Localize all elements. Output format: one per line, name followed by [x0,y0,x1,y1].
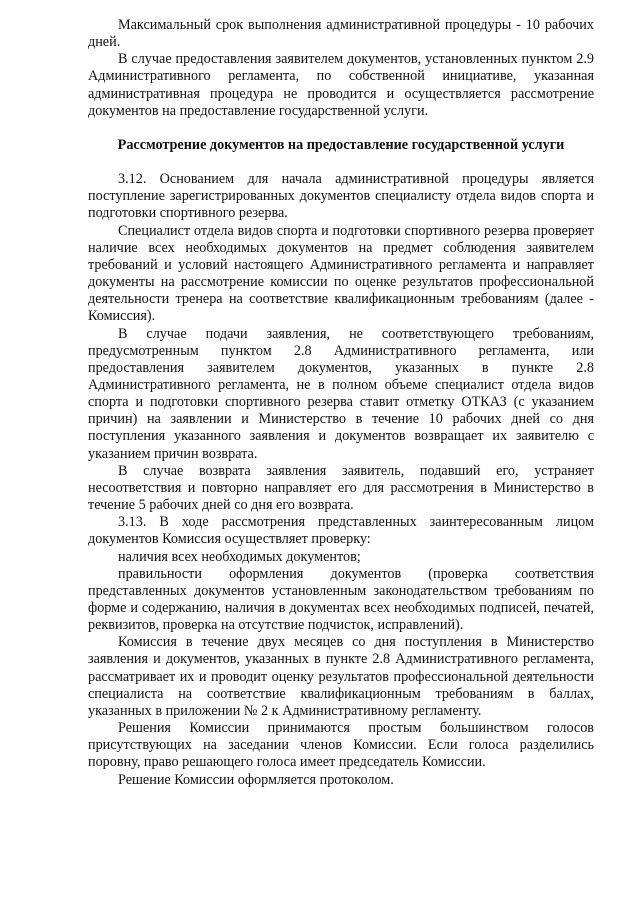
paragraph-refusal: В случае подачи заявления, не соответствующего требованиям, предусмотренным пунктом 2.8 Административного регламента, или предоставления заявителем документов, указанных в пункте 2.8 Административного регламента, не в полном объеме специалист отдела видов спорта и подготовки спортивного резерва ставит отметку ОТКАЗ (с указанием причин) на заявлении и Министерство в течение 10 рабочих дней со дня поступления указанного заявления и документов возвращает их заявителю с указанием причин возврата. [88,325,594,462]
paragraph-commission-review: Комиссия в течение двух месяцев со дня поступления в Министерство заявления и документов, указанных в пункте 2.8 Административного регламента, рассматривает их и проводит оценку результатов профессиональной деятельности специалиста на соответствие квалификационным требованиям в баллах, указанных в приложении № 2 к Административному регламенту. [88,634,594,719]
paragraph-max-term: Максимальный срок выполнения административной процедуры - 10 рабочих дней. [88,17,594,51]
paragraph-return: В случае возврата заявления заявитель, подавший его, устраняет несоответствия и повторно направляет его для рассмотрения в Министерство в течение 5 рабочих дней со дня его возврата. [88,462,594,514]
paragraph-specialist-check: Специалист отдела видов спорта и подготовки спортивного резерва проверяет наличие всех необходимых документов на предмет соблюдения заявителем требований и условий настоящего Административного регламента и направляет документы на рассмотрение комиссии по оценке результатов профессиональной деятельности тренера на соответствие квалификационным требованиям (далее - Комиссия). [88,222,594,325]
paragraph-check-presence: наличия всех необходимых документов; [118,548,361,565]
paragraph-decisions: Решения Комиссии принимаются простым большинством голосов присутствующих на заседании членов Комиссии. Если голоса разделились поровну, право решающего голоса имеет председатель Комиссии. [88,720,594,771]
paragraph-3-12: 3.12. Основанием для начала административной процедуры является поступление зарегистрированных документов специалисту отдела видов спорта и подготовки спортивного резерва. [88,171,594,222]
paragraph-check-correctness: правильности оформления документов (проверка соответствия представленных документов установленным законодательством требованиям по форме и содержанию, наличия в документах всех необходимых подписей, печатей, реквизитов, проверка на отсутствие подчисток, исправлений). [88,565,594,634]
paragraph-3-13: 3.13. В ходе рассмотрения представленных заинтересованным лицом документов Комиссия осуществляет проверку: [88,514,594,548]
paragraph-own-initiative: В случае предоставления заявителем документов, установленных пунктом 2.9 Административного регламента, по собственной инициативе, указанная административная процедура не проводится и осуществляется рассмотрение документов на предоставление государственной услуги. [88,51,594,119]
section-heading: Рассмотрение документов на предоставление государственной услуги [117,136,565,153]
paragraph-protocol: Решение Комиссии оформляется протоколом. [118,771,394,788]
